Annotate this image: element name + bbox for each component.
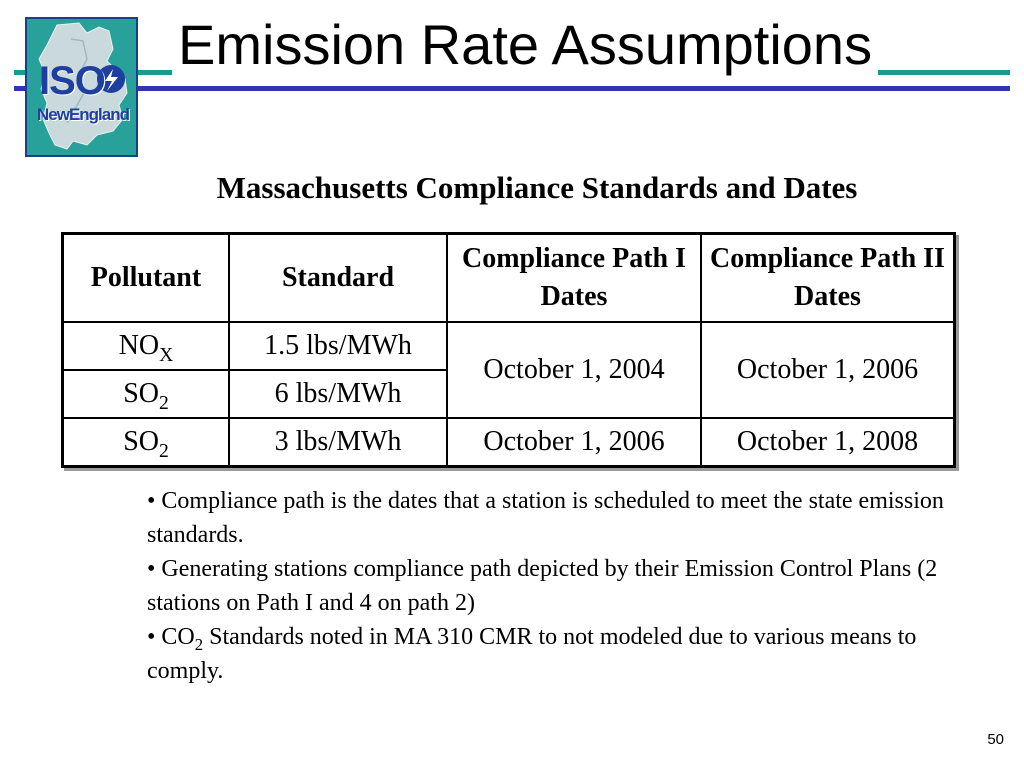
header-standard: Standard: [229, 234, 447, 323]
path1-date-cell: October 1, 2006: [447, 418, 701, 467]
header-rule-blue: [14, 86, 1010, 91]
pollutant-cell: $NO_X$: [63, 322, 229, 370]
compliance-table: [61, 232, 956, 468]
standard-cell: 3 lbs/MWh: [229, 418, 447, 467]
header-path1: Compliance Path I Dates: [447, 234, 701, 323]
table-row: [63, 418, 955, 467]
logo-text-iso: ISO: [39, 59, 105, 103]
table-row: [63, 322, 955, 370]
header-path2: Compliance Path II Dates: [701, 234, 955, 323]
standard-cell: 1.5 lbs/MWh: [229, 322, 447, 370]
pollutant-cell: $SO_2$: [63, 418, 229, 467]
iso-new-england-logo: [25, 17, 138, 157]
logo-text-new-england: NewEngland: [37, 105, 130, 124]
note-item: • Compliance path is the dates that a station is scheduled to meet the state emission standards.: [147, 488, 944, 548]
path2-date-cell: October 1, 2008: [701, 418, 955, 467]
page-number: 50: [987, 731, 1004, 748]
table-header-row: [63, 234, 955, 323]
pollutant-cell: $SO_2$: [63, 370, 229, 418]
header-pollutant: Pollutant: [63, 234, 229, 323]
standard-cell: 6 lbs/MWh: [229, 370, 447, 418]
path1-date-cell: October 1, 2004: [447, 322, 701, 418]
note-item: • Generating stations compliance path depicted by their Emission Control Plans (2 stations on Path I and 4 on path 2): [147, 556, 938, 616]
notes-list: [147, 484, 947, 688]
table-caption: Massachusetts Compliance Standards and Dates: [216, 170, 858, 205]
slide-title: Emission Rate Assumptions: [172, 10, 878, 80]
note-item: • $CO_2$ Standards noted in MA 310 CMR to not modeled due to various means to comply.: [147, 624, 917, 684]
path2-date-cell: October 1, 2006: [701, 322, 955, 418]
